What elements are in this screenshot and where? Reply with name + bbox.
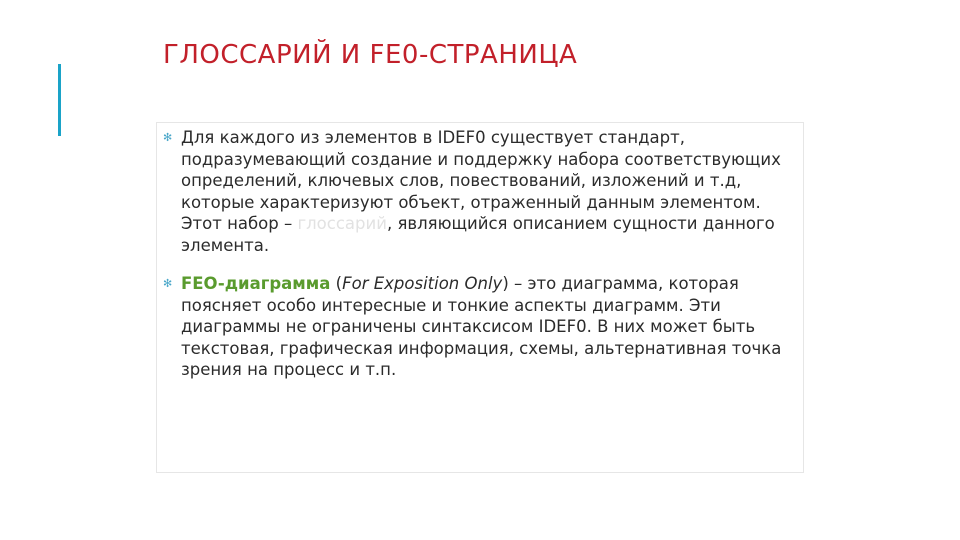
asterisk-icon: ✻ [163, 131, 173, 144]
bullet-text-after: , являющийся описанием сущности данного элемента. [181, 214, 775, 255]
bullet-item-feo [157, 273, 797, 381]
content-box [156, 122, 804, 473]
bullet-text-before: Для каждого из элементов в IDEF0 существует стандарт, подразумевающий создание и поддержку набора соответствующих определений, ключевых слов, повествований, изложений и т.д, которые характеризуют объект, отраженный данным элементом. Этот набор – [181, 128, 781, 233]
feo-expansion: For Exposition Only [342, 274, 503, 293]
bullet-list [157, 127, 797, 381]
paren-open: ( [330, 274, 343, 293]
bullet-text-after: ) – это диаграмма, которая поясняет особо интересные и тонкие аспекты диаграмм. Эти диаграммы не ограничены синтаксисом IDEF0. В них может быть текстовая, графическая информация, схемы, альтернативная точка зрения на процесс и т.п. [181, 274, 782, 379]
asterisk-icon: ✻ [163, 277, 173, 290]
accent-bar [58, 64, 61, 136]
slide-title: ГЛОССАРИЙ И FE0-СТРАНИЦА [163, 40, 578, 70]
feo-term: FEO-диаграмма [181, 274, 331, 293]
glossary-term: глоссарий [297, 214, 387, 233]
bullet-item-glossary [157, 127, 797, 256]
